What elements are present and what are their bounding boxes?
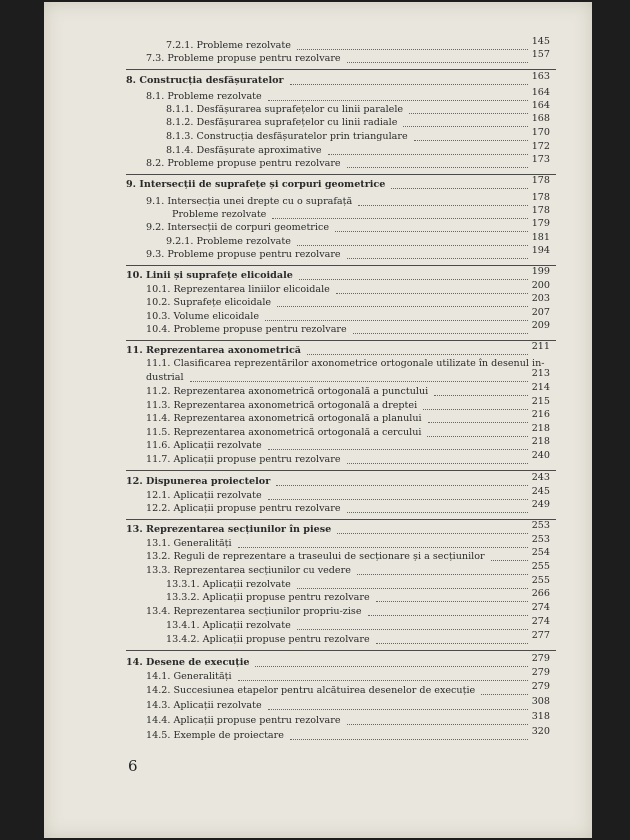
leader-dots [268, 499, 528, 500]
leader-dots [347, 167, 528, 168]
toc-entry-title: 9.2.1. Probleme rezolvate [166, 236, 291, 247]
leader-dots [353, 333, 528, 334]
toc-page-number: 255 [531, 561, 550, 572]
toc-page-number: 213 [531, 368, 550, 379]
toc-entry [44, 602, 592, 619]
toc-entry-title: 10.4. Probleme propuse pentru rezolvare [146, 324, 347, 335]
leader-dots [297, 49, 528, 50]
leader-dots [414, 140, 528, 141]
toc-entry-title: 11. Reprezentarea axonometrică [126, 345, 302, 356]
toc-entry [44, 36, 592, 53]
toc-entry-title: 11.6. Aplicații rezolvate [146, 440, 262, 451]
toc-page-number: 164 [531, 87, 550, 98]
toc-entry-title: dustrial [146, 372, 184, 383]
leader-dots [376, 643, 528, 644]
toc-page-number: 253 [531, 534, 550, 545]
toc-entry [44, 396, 592, 413]
toc-entry-title: 11.4. Reprezentarea axonometrică ortogonală a planului [146, 413, 422, 424]
toc-section [44, 653, 592, 670]
leader-dots [358, 205, 528, 206]
toc-entry [44, 436, 592, 453]
toc-page-number: 279 [531, 667, 550, 678]
leader-dots [376, 601, 528, 602]
toc-entry [44, 588, 592, 605]
toc-entry [44, 357, 592, 371]
leader-dots [268, 100, 528, 101]
toc-entry [44, 87, 592, 104]
toc-page-number: 194 [531, 245, 550, 256]
leader-dots [297, 245, 528, 246]
toc-entry [44, 681, 592, 698]
leader-dots [481, 694, 528, 695]
leader-dots [357, 574, 528, 575]
toc-entry-title: 8.1. Probleme rezolvate [146, 91, 262, 102]
toc-entry-title: 9. Intersecții de suprafețe și corpuri geometrice [126, 179, 386, 190]
toc-entry-title: 14.1. Generalități [146, 671, 232, 682]
toc-entry-title: 13.3.2. Aplicații propuse pentru rezolvare [166, 592, 370, 603]
toc-page-number: 266 [531, 588, 550, 599]
leader-dots [238, 680, 528, 681]
toc-page-number: 145 [531, 36, 550, 47]
toc-entry-title: 9.2. Intersecții de corpuri geometrice [146, 222, 330, 233]
toc-page-number: 215 [531, 396, 550, 407]
leader-dots [299, 279, 528, 280]
toc-entry-title: 13.3.1. Aplicații rezolvate [166, 579, 291, 590]
toc-entry [44, 245, 592, 262]
toc-page-number: 254 [531, 547, 550, 558]
leader-dots [277, 306, 528, 307]
toc-page-number: 168 [531, 113, 550, 124]
toc-entry-title: Probleme rezolvate [172, 209, 267, 220]
toc-page-number: 245 [531, 486, 550, 497]
toc-page-number: 157 [531, 49, 550, 60]
toc-entry [44, 409, 592, 426]
toc-page-number: 274 [531, 602, 550, 613]
toc-page-number: 164 [531, 100, 550, 111]
toc-entry-title: 14. Desene de execuție [126, 657, 250, 668]
toc-entry [44, 154, 592, 171]
toc-entry [44, 726, 592, 743]
leader-dots [238, 547, 528, 548]
toc-page-number: 203 [531, 293, 550, 304]
toc-entry [44, 423, 592, 440]
toc-page-number: 172 [531, 141, 550, 152]
toc-section [44, 341, 592, 358]
toc-entry-title: 14.2. Succesiunea etapelor pentru alcătuirea desenelor de execuție [146, 685, 476, 696]
leader-dots [391, 188, 528, 189]
leader-dots [428, 422, 528, 423]
toc-entry [44, 280, 592, 297]
toc-entry [44, 696, 592, 713]
toc-entry-title: 13.3. Reprezentarea secțiunilor cu vedere [146, 565, 351, 576]
toc-entry-title: 9.1. Intersecția unei drepte cu o suprafață [146, 196, 353, 207]
toc-entry-title: 11.3. Reprezentarea axonometrică ortogonală a dreptei [146, 400, 418, 411]
leader-dots [347, 258, 528, 259]
toc-entry-title: 14.5. Exemple de proiectare [146, 730, 284, 741]
toc-page-number: 209 [531, 320, 550, 331]
toc-page-number: 308 [531, 696, 550, 707]
leader-dots [347, 512, 528, 513]
toc-page-number: 199 [531, 266, 550, 277]
toc-entry [44, 547, 592, 564]
leader-dots [297, 588, 528, 589]
toc-entry [44, 561, 592, 578]
leader-dots [409, 113, 528, 114]
toc-entry-title: 14.3. Aplicații rezolvate [146, 700, 262, 711]
toc-page-number: 216 [531, 409, 550, 420]
leader-dots [347, 62, 528, 63]
toc-entry [44, 205, 592, 222]
leader-dots [336, 293, 528, 294]
leader-dots [276, 485, 528, 486]
toc-page-number: 181 [531, 232, 550, 243]
toc-page-number: 277 [531, 630, 550, 641]
leader-dots [307, 354, 528, 355]
toc-entry-title: 11.1. Clasificarea reprezentărilor axonometrice ortogonale utilizate în desenul in- [146, 358, 545, 369]
toc-entry [44, 293, 592, 310]
toc-entry [44, 113, 592, 130]
toc-entry-title: 8.1.4. Desfășurate aproximative [166, 145, 322, 156]
toc-page-number: 240 [531, 450, 550, 461]
toc-entry [44, 534, 592, 551]
toc-page-number: 320 [531, 726, 550, 737]
toc-entry [44, 368, 592, 385]
toc-entry-title: 12. Dispunerea proiectelor [126, 476, 271, 487]
toc-page-number: 178 [531, 175, 550, 186]
toc-page-number: 253 [531, 520, 550, 531]
toc-page-number: 207 [531, 307, 550, 318]
toc-entry [44, 232, 592, 249]
toc-entry-title: 10.2. Suprafețe elicoidale [146, 297, 272, 308]
toc-page-number: 163 [531, 71, 550, 82]
toc-entry-title: 10.1. Reprezentarea liniilor elicoidale [146, 284, 330, 295]
toc-page-number: 170 [531, 127, 550, 138]
leader-dots [290, 739, 528, 740]
toc-entry-title: 9.3. Probleme propuse pentru rezolvare [146, 249, 341, 260]
toc-section [44, 71, 592, 88]
toc-page-number: 279 [531, 653, 550, 664]
leader-dots [268, 449, 528, 450]
toc-entry [44, 100, 592, 117]
toc-entry-title: 13.2. Reguli de reprezentare a traseului de secționare și a secțiunilor [146, 551, 485, 562]
leader-dots [272, 218, 528, 219]
toc-entry [44, 49, 592, 66]
book-page [44, 2, 592, 838]
toc-entry-title: 8. Construcția desfășuratelor [126, 75, 284, 86]
leader-dots [403, 126, 528, 127]
toc-entry-title: 8.2. Probleme propuse pentru rezolvare [146, 158, 341, 169]
section-divider [126, 650, 556, 651]
toc-entry-title: 12.2. Aplicații propuse pentru rezolvare [146, 503, 341, 514]
toc-page-number: 218 [531, 436, 550, 447]
toc-entry [44, 141, 592, 158]
toc-entry-title: 13.4.2. Aplicații propuse pentru rezolvare [166, 634, 370, 645]
toc-entry-title: 13.4.1. Aplicații rezolvate [166, 620, 291, 631]
toc-entry-title: 8.1.3. Construcția desfășuratelor prin triangulare [166, 131, 408, 142]
toc-entry [44, 630, 592, 647]
leader-dots [290, 84, 528, 85]
toc-page-number: 218 [531, 423, 550, 434]
toc-entry [44, 667, 592, 684]
toc-entry-title: 13.1. Generalități [146, 538, 232, 549]
leader-dots [335, 231, 528, 232]
toc-entry-title: 8.1.2. Desfășurarea suprafețelor cu linii radiale [166, 117, 398, 128]
toc-entry-title: 12.1. Aplicații rezolvate [146, 490, 262, 501]
toc-page-number: 243 [531, 472, 550, 483]
toc-entry [44, 711, 592, 728]
section-divider [126, 69, 556, 70]
toc-page-number: 214 [531, 382, 550, 393]
toc-entry [44, 218, 592, 235]
toc-entry [44, 450, 592, 467]
toc-entry [44, 320, 592, 337]
leader-dots [328, 154, 528, 155]
toc-entry-title: 11.7. Aplicații propuse pentru rezolvare [146, 454, 341, 465]
toc-entry-title: 7.2.1. Probleme rezolvate [166, 40, 291, 51]
section-divider [126, 265, 556, 266]
toc-page-number: 211 [531, 341, 550, 352]
toc-entry [44, 382, 592, 399]
toc-entry-title: 14.4. Aplicații propuse pentru rezolvare [146, 715, 341, 726]
toc-entry [44, 499, 592, 516]
leader-dots [491, 560, 528, 561]
leader-dots [434, 395, 528, 396]
toc-entry-title: 10. Linii și suprafețe elicoidale [126, 270, 293, 281]
toc-entry-title: 7.3. Probleme propuse pentru rezolvare [146, 53, 341, 64]
toc-section [44, 266, 592, 283]
toc-page-number: 274 [531, 616, 550, 627]
toc-section [44, 472, 592, 489]
toc-page-number: 249 [531, 499, 550, 510]
toc-section [44, 520, 592, 537]
toc-entry [44, 192, 592, 209]
toc-entry [44, 575, 592, 592]
page-number: 6 [128, 757, 138, 775]
leader-dots [255, 666, 528, 667]
toc-page-number: 178 [531, 192, 550, 203]
toc-entry [44, 486, 592, 503]
toc-page-number: 279 [531, 681, 550, 692]
toc-page-number: 318 [531, 711, 550, 722]
toc-page-number: 178 [531, 205, 550, 216]
section-divider [126, 174, 556, 175]
leader-dots [368, 615, 528, 616]
toc-entry-title: 8.1.1. Desfășurarea suprafețelor cu linii paralele [166, 104, 404, 115]
toc-page-number: 255 [531, 575, 550, 586]
toc-entry [44, 616, 592, 633]
section-divider [126, 340, 556, 341]
leader-dots [347, 724, 528, 725]
toc-entry-title: 11.5. Reprezentarea axonometrică ortogonală a cercului [146, 427, 422, 438]
toc-entry-title: 10.3. Volume elicoidale [146, 311, 259, 322]
toc-page-number: 173 [531, 154, 550, 165]
toc-entry [44, 307, 592, 324]
toc-page-number: 179 [531, 218, 550, 229]
leader-dots [265, 320, 528, 321]
toc-entry [44, 127, 592, 144]
leader-dots [190, 381, 528, 382]
toc-entry-title: 11.2. Reprezentarea axonometrică ortogonală a punctului [146, 386, 429, 397]
leader-dots [337, 533, 528, 534]
leader-dots [427, 436, 528, 437]
leader-dots [268, 709, 528, 710]
section-divider [126, 519, 556, 520]
toc-page-number: 200 [531, 280, 550, 291]
leader-dots [297, 629, 528, 630]
toc-section [44, 175, 592, 192]
section-divider [126, 470, 556, 471]
toc-entry-title: 13. Reprezentarea secțiunilor în piese [126, 524, 332, 535]
leader-dots [347, 463, 528, 464]
toc-entry-title: 13.4. Reprezentarea secțiunilor propriu-zise [146, 606, 362, 617]
leader-dots [423, 409, 528, 410]
